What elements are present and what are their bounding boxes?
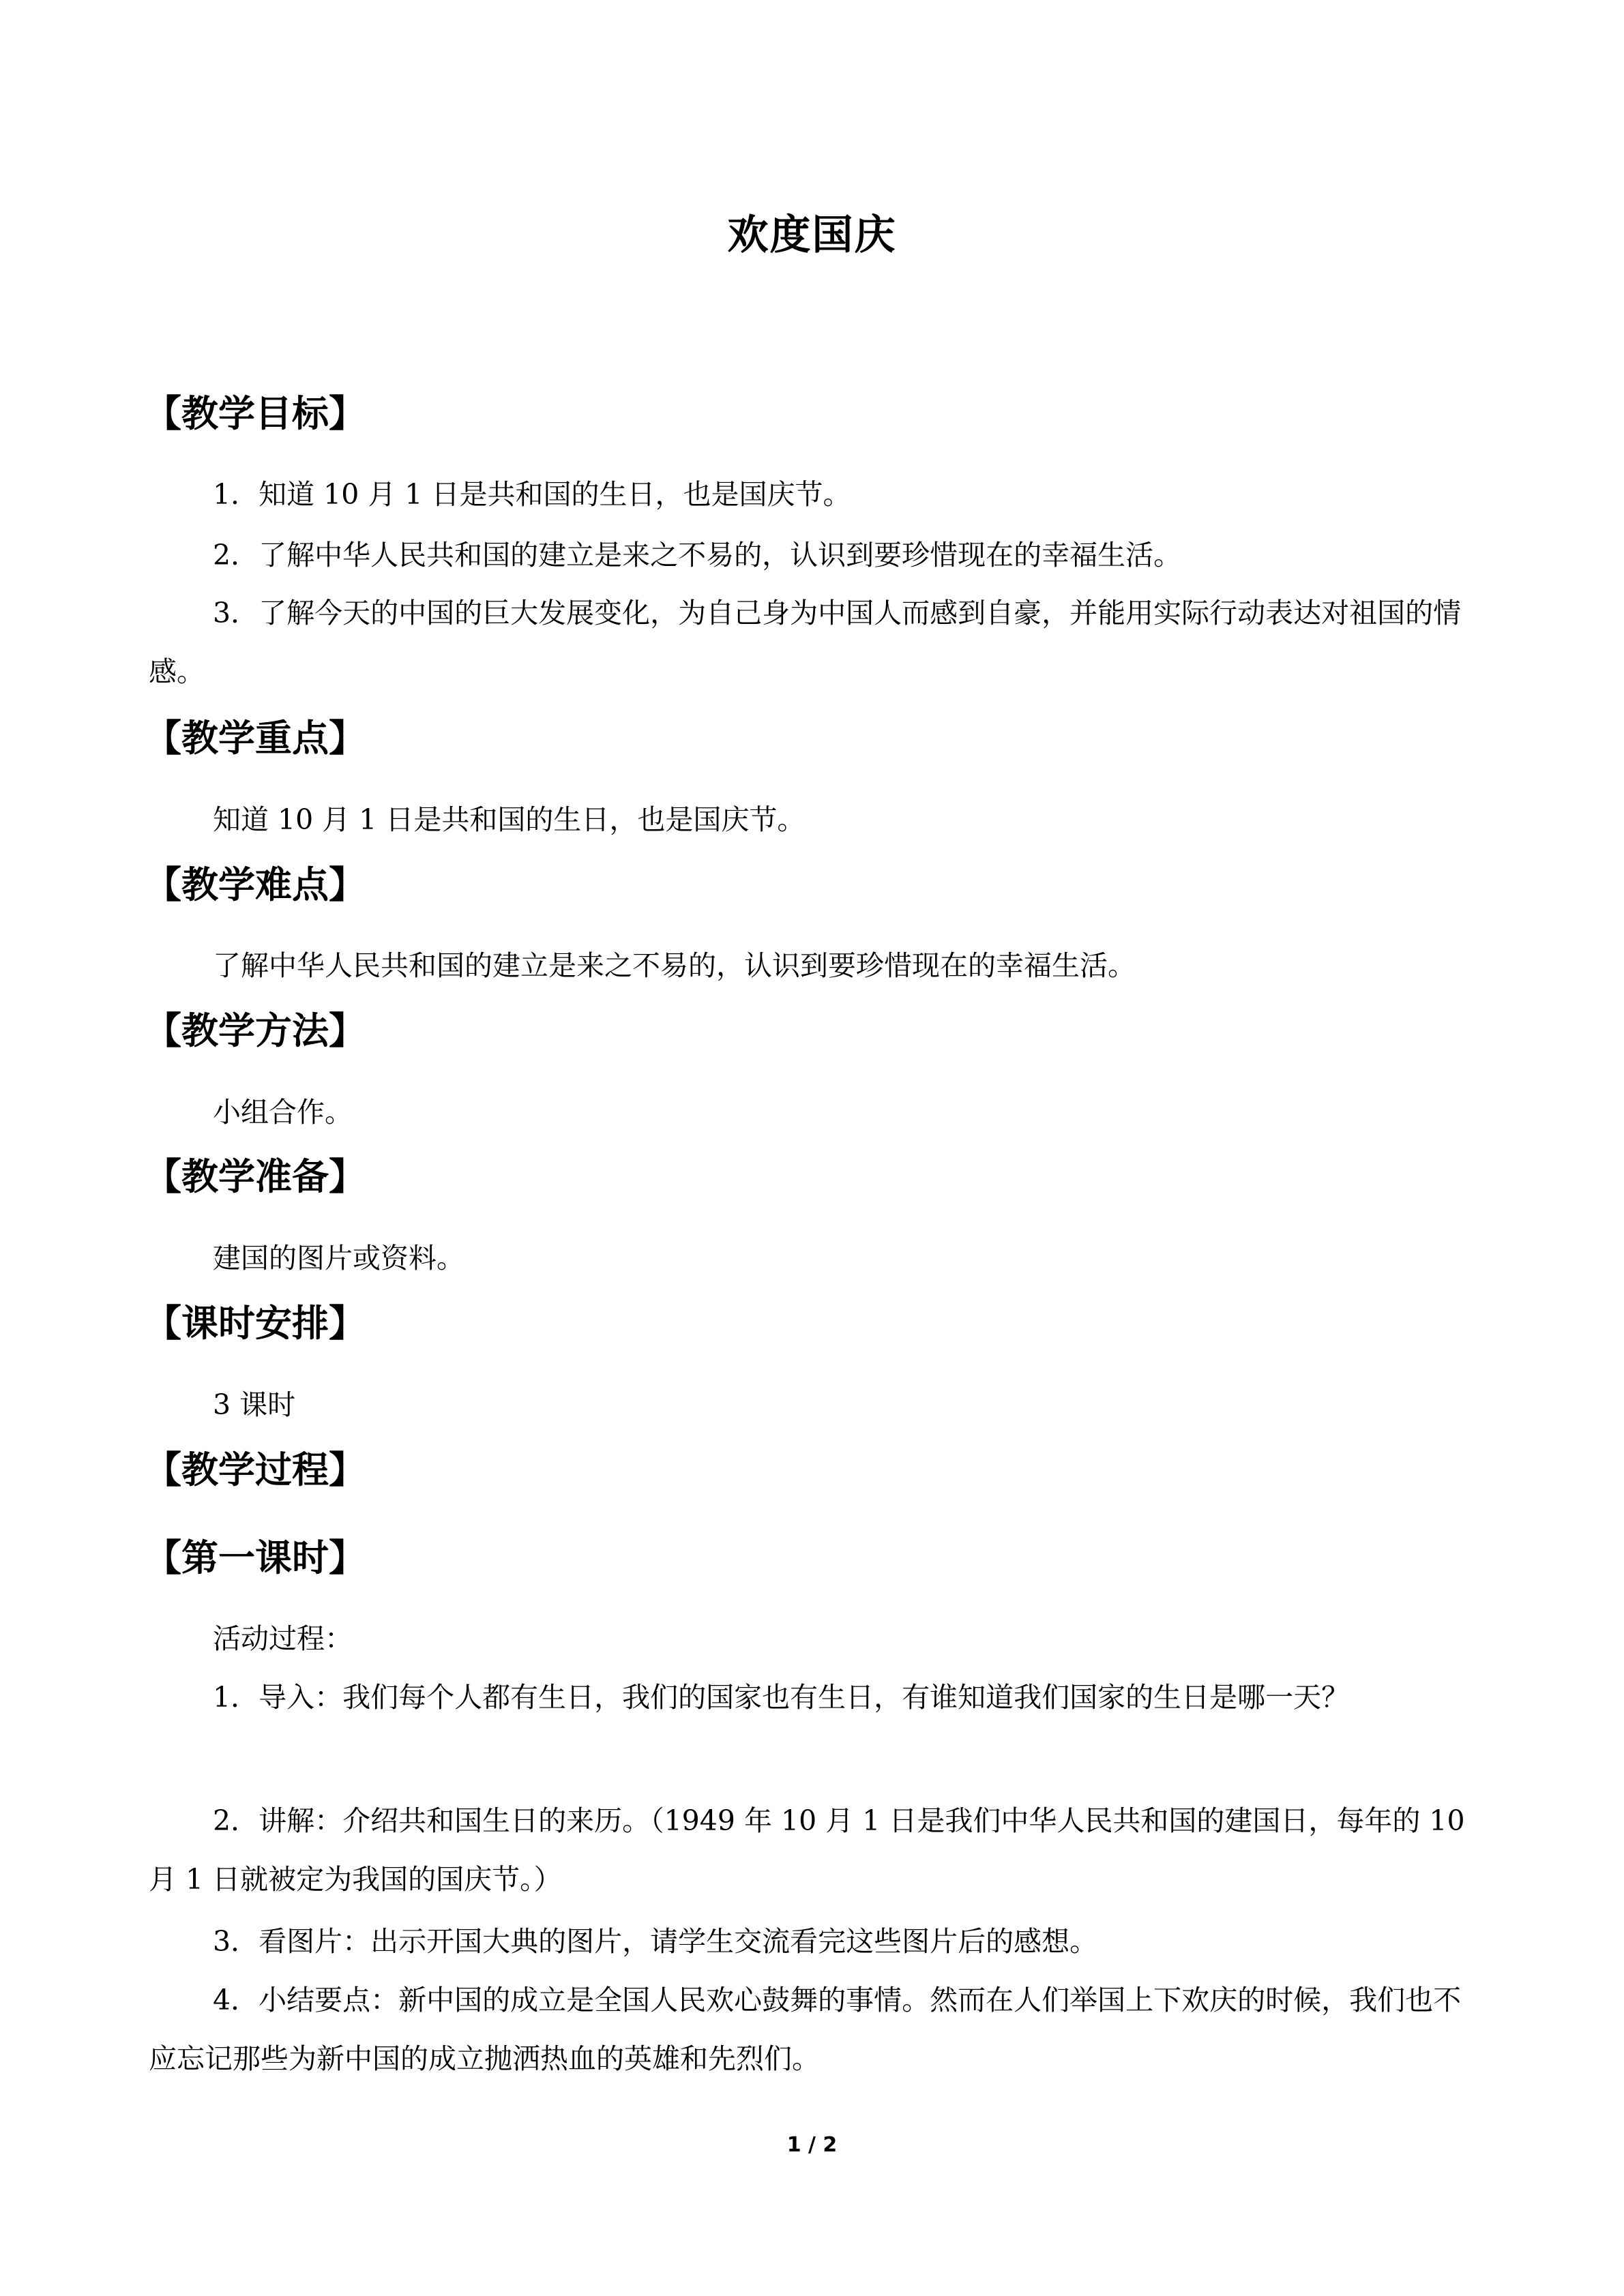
schedule-text: 3 课时 — [213, 1388, 296, 1421]
key-points-text: 知道 10 月 1 日是共和国的生日，也是国庆节。 — [213, 803, 806, 836]
lesson-1-intro: 活动过程： — [213, 1622, 353, 1655]
heading-lesson-1: 【第一课时】 — [145, 1536, 366, 1579]
goal-item-2: 2．了解中华人民共和国的建立是来之不易的，认识到要珍惜现在的幸福生活。 — [213, 539, 1182, 571]
heading-teaching-goals: 【教学目标】 — [145, 392, 366, 435]
heading-methods: 【教学方法】 — [145, 1009, 366, 1052]
heading-schedule: 【课时安排】 — [145, 1302, 366, 1345]
lesson-1-item-3: 3．看图片：出示开国大典的图片，请学生交流看完这些图片后的感想。 — [213, 1925, 1098, 1958]
preparation-text: 建国的图片或资料。 — [213, 1242, 464, 1274]
page-number: 1 / 2 — [786, 2133, 838, 2157]
difficulties-text: 了解中华人民共和国的建立是来之不易的，认识到要珍惜现在的幸福生活。 — [213, 949, 1136, 982]
lesson-1-item-1: 1．导入：我们每个人都有生日，我们的国家也有生日，有谁知道我们国家的生日是哪一天？ — [213, 1681, 1350, 1714]
lesson-1-item-2: 2．讲解：介绍共和国生日的来历。（1949 年 10 月 1 日是我们中华人民共和国的建国日，每年的 10 月 1 日就被定为我国的国庆节。） — [149, 1804, 1465, 1896]
methods-text: 小组合作。 — [213, 1096, 353, 1129]
heading-difficulties: 【教学难点】 — [145, 863, 366, 906]
heading-process: 【教学过程】 — [145, 1448, 366, 1491]
document-title: 欢度国庆 — [727, 211, 897, 259]
heading-key-points: 【教学重点】 — [145, 717, 366, 760]
heading-preparation: 【教学准备】 — [145, 1155, 366, 1198]
goal-item-1: 1．知道 10 月 1 日是共和国的生日，也是国庆节。 — [213, 478, 851, 511]
lesson-1-item-4: 4．小结要点：新中国的成立是全国人民欢心鼓舞的事情。然而在人们举国上下欢庆的时候，我们也不应忘记那些为新中国的成立抛洒热血的英雄和先烈们。 — [149, 1984, 1462, 2075]
goal-item-3: 3．了解今天的中国的巨大发展变化，为自己身为中国人而感到自豪，并能用实际行动表达对祖国的情感。 — [149, 597, 1462, 688]
